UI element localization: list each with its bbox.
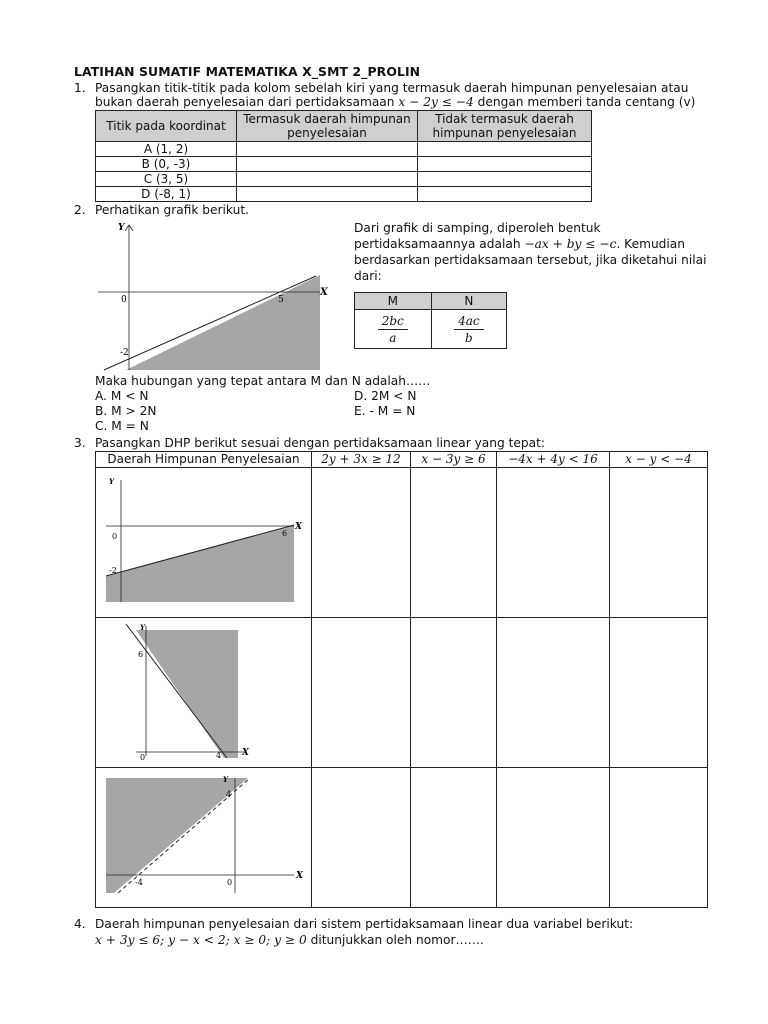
table-row — [96, 172, 592, 187]
q3-g2-x-intercept: 4 — [216, 751, 222, 760]
q2-option-d[interactable]: D. 2M < N — [354, 389, 417, 403]
q2-question: Maka hubungan yang tepat antara M dan N adalah…… — [95, 374, 431, 388]
q1-check-cell[interactable] — [237, 172, 418, 187]
q4-text-line2 — [95, 933, 484, 947]
q2-header-n: N — [431, 293, 506, 310]
q1-check-cell[interactable] — [237, 157, 418, 172]
q2-option-e[interactable]: E. - M = N — [354, 404, 416, 418]
q1-header-included: Termasuk daerah himpunan penyelesaian — [237, 111, 418, 142]
q2-text-line2 — [354, 237, 685, 251]
worksheet-title: LATIHAN SUMATIF MATEMATIKA X_SMT 2_PROLIN — [74, 64, 421, 79]
q3-match-cell[interactable] — [312, 468, 411, 618]
table-row — [96, 468, 708, 618]
q4-line2-post: ditunjukkan oleh nomor……. — [306, 933, 484, 947]
q4-number: 4. — [74, 917, 86, 931]
q3-g1-y-label: Y — [109, 477, 114, 486]
q2-header-m: M — [355, 293, 432, 310]
q2-graph — [96, 218, 336, 374]
q1-point-b: B (0, -3) — [96, 157, 237, 172]
q1-point-a: A (1, 2) — [96, 142, 237, 157]
q1-point-c: C (3, 5) — [96, 172, 237, 187]
q1-inequality: x − 2y ≤ −4 — [398, 95, 474, 109]
q1-check-cell[interactable] — [237, 142, 418, 157]
q2-shaded-region — [126, 275, 320, 370]
q1-header-point: Titik pada koordinat — [96, 111, 237, 142]
q3-number: 3. — [74, 436, 86, 450]
q3-graph-cell-1 — [96, 468, 312, 618]
q3-match-cell[interactable] — [497, 468, 610, 618]
q2-number: 2. — [74, 203, 86, 217]
q3-header-dhp: Daerah Himpunan Penyelesaian — [96, 452, 312, 468]
q3-match-cell[interactable] — [610, 468, 708, 618]
q3-g2-x-label: X — [242, 748, 249, 758]
q2-inequality: −ax + by ≤ −c — [524, 237, 617, 251]
q3-g1-x-intercept: 6 — [282, 529, 288, 538]
q2-x-label: X — [320, 287, 328, 298]
q3-graph-cell-3 — [96, 768, 312, 908]
table-row — [96, 618, 708, 768]
q3-match-cell[interactable] — [312, 768, 411, 908]
q2-n-value — [431, 310, 506, 349]
q1-check-cell[interactable] — [418, 142, 592, 157]
q2-m-denominator: a — [389, 330, 397, 345]
table-row — [96, 187, 592, 202]
q2-m-fraction — [378, 313, 408, 346]
q2-text-line3: berdasarkan pertidaksamaan tersebut, jika diketahui nilai — [354, 253, 707, 267]
q3-g2-origin: 0 — [140, 753, 146, 762]
q2-text2-pre: pertidaksamaannya adalah — [354, 237, 525, 251]
q1-check-cell[interactable] — [418, 172, 592, 187]
q1-check-cell[interactable] — [418, 157, 592, 172]
q3-table — [95, 451, 708, 908]
q3-graph-3 — [96, 768, 310, 904]
q2-option-a[interactable]: A. M < N — [95, 389, 149, 403]
table-row — [96, 157, 592, 172]
q2-n-numerator: 4ac — [454, 313, 484, 330]
q3-g1-shaded-region — [106, 525, 294, 602]
q2-option-c[interactable]: C. M = N — [95, 419, 149, 433]
q3-match-cell[interactable] — [497, 768, 610, 908]
q1-header-not-included: Tidak termasuk daerah himpunan penyelesaian — [418, 111, 592, 142]
q3-g2-y-label: Y — [140, 623, 145, 632]
q1-text-line2 — [95, 95, 695, 109]
q3-g3-y-label: Y — [223, 775, 228, 784]
q3-header-ineq2: x − 3y ≥ 6 — [411, 452, 497, 468]
q2-x-intercept: 5 — [278, 295, 284, 305]
q4-text-line1: Daerah himpunan penyelesaian dari sistem pertidaksamaan linear dua variabel berikut: — [95, 917, 634, 931]
table-row — [96, 768, 708, 908]
q3-match-cell[interactable] — [312, 618, 411, 768]
table-row — [96, 142, 592, 157]
q3-match-cell[interactable] — [497, 618, 610, 768]
q3-g3-x-label: X — [296, 871, 303, 881]
q2-option-b[interactable]: B. M > 2N — [95, 404, 157, 418]
q3-match-cell[interactable] — [610, 618, 708, 768]
q2-y-label: Y — [118, 223, 125, 233]
q3-match-cell[interactable] — [411, 618, 497, 768]
q1-number: 1. — [74, 81, 86, 95]
q3-g1-origin: 0 — [112, 532, 118, 541]
q3-g3-origin: 0 — [227, 878, 233, 887]
q3-g2-y-intercept: 6 — [138, 650, 144, 659]
q3-g3-y-intercept: 4 — [226, 790, 232, 799]
q2-n-denominator: b — [464, 330, 473, 345]
q2-m-numerator: 2bc — [378, 313, 408, 330]
q3-intro: Pasangkan DHP berikut sesuai dengan pertidaksamaan linear yang tepat: — [95, 436, 545, 450]
q2-mn-table — [354, 292, 507, 349]
q3-graph-1 — [96, 468, 310, 614]
q2-m-value — [355, 310, 432, 349]
q3-graph-2 — [96, 618, 310, 764]
q3-g2-shaded-region — [136, 630, 238, 758]
q3-graph-cell-2 — [96, 618, 312, 768]
q3-header-ineq3: −4x + 4y < 16 — [497, 452, 610, 468]
q1-text-line1: Pasangkan titik-titik pada kolom sebelah kiri yang termasuk daerah himpunan penyelesaian atau — [95, 81, 689, 95]
q3-g3-x-intercept: -4 — [135, 878, 143, 887]
q3-match-cell[interactable] — [610, 768, 708, 908]
q1-point-d: D (-8, 1) — [96, 187, 237, 202]
q1-check-cell[interactable] — [237, 187, 418, 202]
q1-line2-pre: bukan daerah penyelesaian dari pertidaksamaan — [95, 95, 399, 109]
q3-header-ineq1: 2y + 3x ≥ 12 — [312, 452, 411, 468]
q3-g1-y-intercept: -2 — [109, 566, 117, 575]
q2-y-intercept: -2 — [120, 348, 129, 358]
q1-line2-post: dengan memberi tanda centang (v) — [473, 95, 696, 109]
q3-match-cell[interactable] — [411, 768, 497, 908]
q3-header-ineq4: x − y < −4 — [610, 452, 708, 468]
q3-match-cell[interactable] — [411, 468, 497, 618]
q2-origin-label: 0 — [121, 295, 127, 305]
q1-check-cell[interactable] — [418, 187, 592, 202]
q1-table — [95, 110, 592, 202]
q2-intro: Perhatikan grafik berikut. — [95, 203, 249, 217]
q3-g1-x-label: X — [295, 522, 302, 532]
q2-text2-post: . Kemudian — [616, 237, 685, 251]
q2-text-line1: Dari grafik di samping, diperoleh bentuk — [354, 221, 601, 235]
q2-text-line4: dari: — [354, 269, 382, 283]
q4-inequality-system: x + 3y ≤ 6; y − x < 2; x ≥ 0; y ≥ 0 — [95, 933, 307, 947]
q2-n-fraction — [454, 313, 484, 346]
